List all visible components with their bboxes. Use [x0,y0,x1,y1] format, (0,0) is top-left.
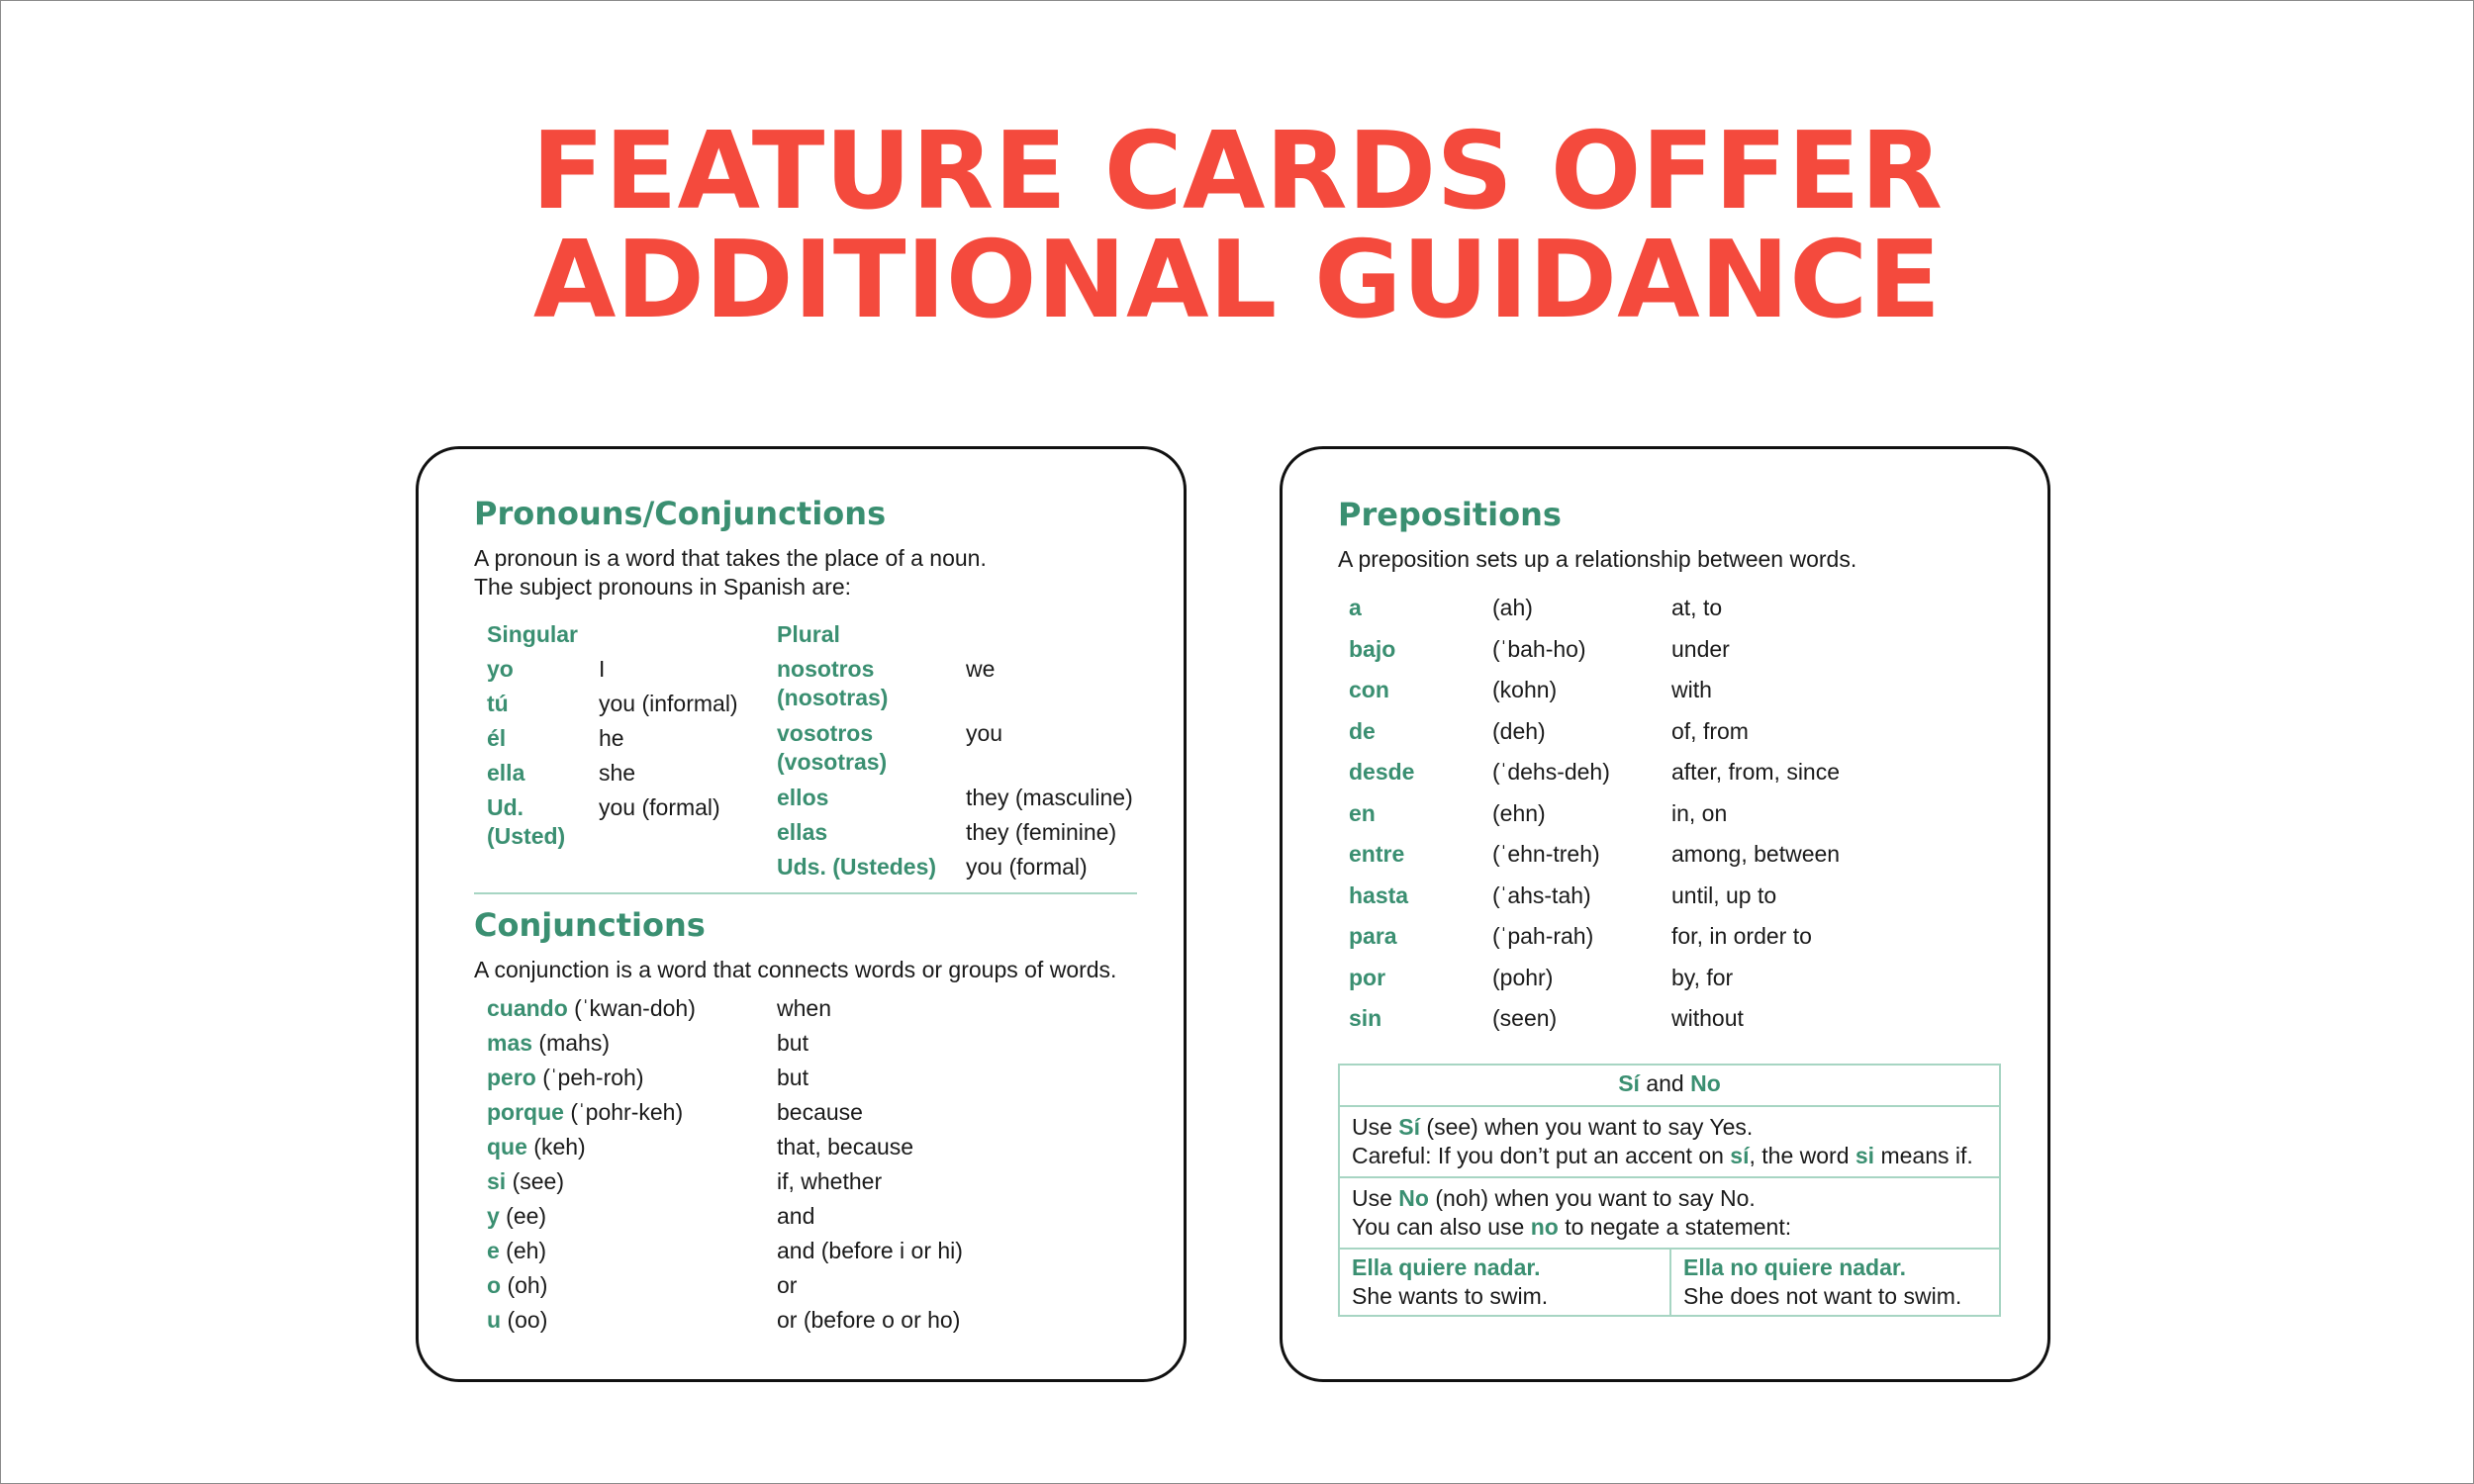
preposition-english: until, up to [1671,881,1777,908]
preposition-english: after, from, since [1671,759,1841,785]
no-line-2 [1352,1213,1987,1242]
pronouns-conjunctions-card [416,446,1187,1382]
preposition-pronunciation: (deh) [1492,717,1546,744]
pronoun-spanish: (Usted) [487,823,566,849]
si-word: si [1855,1143,1875,1168]
preposition-english: under [1671,635,1730,662]
example-negative [1669,1250,1999,1315]
pronoun-spanish: ellos [777,785,829,810]
preposition-english: for, in order to [1671,923,1812,949]
preposition-spanish: con [1349,677,1389,702]
preposition-english: with [1671,677,1712,702]
conjunction-pronunciation: (eh) [499,1238,547,1263]
preposition-pronunciation: (ehn) [1492,799,1546,826]
preposition-pronunciation: (ˈdehs-deh) [1492,759,1610,785]
no-explanation [1340,1178,1999,1250]
conjunction-item [487,1271,547,1300]
example-row [1340,1250,1999,1315]
conjunctions-intro: A conjunction is a word that connects words or groups of words. [474,957,1117,982]
si-no-header [1340,1066,1999,1107]
conjunction-item [487,1098,683,1127]
conjunction-english: or [777,1272,798,1298]
preposition-pronunciation: (ˈpah-rah) [1492,923,1594,949]
pronoun-english: you (formal) [966,854,1088,880]
conjunction-pronunciation: (ˈpeh-roh) [535,1065,644,1090]
conjunction-pronunciation: (oh) [501,1272,548,1298]
prepositions-intro: A preposition sets up a relationship between words. [1338,546,1857,572]
text: , the word [1749,1143,1856,1168]
si-no-box [1338,1064,2001,1317]
preposition-english: at, to [1671,595,1723,620]
si-line-1 [1352,1113,1987,1142]
conjunction-english: but [777,1030,809,1056]
preposition-pronunciation: (seen) [1492,1005,1558,1031]
pronoun-spanish: él [487,725,507,751]
conjunction-spanish: porque [487,1099,564,1125]
example-spanish: Ella quiere nadar. [1352,1254,1541,1280]
preposition-english: without [1671,1005,1744,1031]
conjunction-spanish: o [487,1272,502,1298]
conjunction-english: and [777,1203,815,1229]
preposition-spanish: para [1349,923,1397,949]
pronouns-title: Pronouns/Conjunctions [474,495,887,532]
preposition-spanish: de [1349,717,1376,744]
preposition-pronunciation: (ˈehn-treh) [1492,841,1600,867]
si-label: Sí [1618,1070,1640,1096]
conjunction-item [487,1029,610,1058]
text: (noh) when you want to say No. [1428,1185,1756,1211]
pronoun-spanish: ella [487,760,525,786]
plural-header: Plural [777,621,840,647]
conjunction-spanish: cuando [487,995,568,1021]
preposition-pronunciation: (ah) [1492,595,1533,620]
example-positive [1340,1250,1669,1315]
conjunction-spanish: pero [487,1065,536,1090]
conjunction-spanish: e [487,1238,500,1263]
no-word: no [1530,1214,1559,1240]
no-word: No [1398,1185,1429,1211]
conjunction-english: because [777,1099,863,1125]
preposition-pronunciation: (ˈbah-ho) [1492,635,1586,662]
pronoun-spanish: nosotros [777,656,875,682]
conjunction-pronunciation: (keh) [526,1134,586,1159]
pronoun-english: I [599,656,606,682]
conjunction-item [487,1202,546,1231]
headline-line-2: ADDITIONAL GUIDANCE [532,219,1942,342]
pronouns-intro-2: The subject pronouns in Spanish are: [474,574,852,600]
pronoun-spanish: vosotros [777,720,874,746]
conjunction-pronunciation: (ee) [499,1203,547,1229]
conjunction-item [487,1237,546,1265]
preposition-english: of, from [1671,717,1749,744]
example-spanish: Ella no quiere nadar. [1683,1254,1906,1280]
preposition-spanish: en [1349,799,1376,826]
preposition-spanish: hasta [1349,881,1409,908]
pronoun-english: you (formal) [599,794,720,820]
si-explanation [1340,1107,1999,1178]
text: Use [1352,1185,1399,1211]
section-divider [474,892,1137,894]
conjunction-item [487,1133,586,1161]
conjunction-pronunciation: (ˈkwan-doh) [567,995,696,1021]
conjunction-pronunciation: (oo) [501,1307,548,1333]
pronoun-english: they (feminine) [966,819,1117,845]
si-word: sí [1730,1143,1750,1168]
preposition-spanish: bajo [1349,635,1396,662]
pronoun-english: we [966,656,996,682]
conjunction-spanish: u [487,1307,502,1333]
page-headline [0,110,2474,342]
conjunction-item [487,1306,547,1335]
conjunction-english: and (before i or hi) [777,1238,963,1263]
preposition-pronunciation: (ˈahs-tah) [1492,881,1591,908]
conjunction-english: but [777,1065,809,1090]
conjunction-item [487,1167,564,1196]
preposition-spanish: entre [1349,841,1405,867]
pronoun-english: you (informal) [599,691,738,716]
si-word: Sí [1398,1114,1421,1140]
text: Use [1352,1114,1399,1140]
preposition-english: among, between [1671,841,1841,867]
text: (see) when you want to say Yes. [1420,1114,1754,1140]
pronoun-spanish: Ud. [487,794,524,820]
conjunctions-title: Conjunctions [474,906,706,944]
pronoun-spanish: (vosotras) [777,749,888,775]
conjunction-spanish: que [487,1134,527,1159]
preposition-pronunciation: (pohr) [1492,964,1554,990]
conjunction-spanish: si [487,1168,507,1194]
prepositions-card [1280,446,2050,1382]
pronoun-spanish: Uds. (Ustedes) [777,854,937,880]
conjunction-english: or (before o or ho) [777,1307,961,1333]
prepositions-title: Prepositions [1338,496,1562,533]
text: to negate a statement: [1558,1214,1792,1240]
conjunction-item [487,994,696,1023]
preposition-spanish: desde [1349,759,1415,785]
text: Careful: If you don’t put an accent on [1352,1143,1731,1168]
no-line-1 [1352,1184,1987,1213]
preposition-pronunciation: (kohn) [1492,677,1558,702]
pronoun-english: she [599,760,636,786]
headline-line-1: FEATURE CARDS OFFER [531,110,1943,233]
pronoun-spanish: ellas [777,819,828,845]
conjunction-spanish: y [487,1203,500,1229]
conjunction-pronunciation: (mahs) [532,1030,610,1056]
and-label: and [1639,1070,1691,1096]
text: You can also use [1352,1214,1531,1240]
pronouns-intro-1: A pronoun is a word that takes the place of a noun. [474,545,987,571]
preposition-spanish: a [1349,595,1362,620]
conjunction-pronunciation: (see) [506,1168,564,1194]
pronoun-english: you [966,720,1003,746]
pronoun-english: he [599,725,624,751]
example-english: She does not want to swim. [1683,1283,1962,1309]
preposition-english: by, for [1671,964,1734,990]
si-line-2 [1352,1142,1987,1170]
example-english: She wants to swim. [1352,1283,1549,1309]
conjunction-spanish: mas [487,1030,533,1056]
conjunction-english: if, whether [777,1168,883,1194]
pronoun-spanish: tú [487,691,509,716]
conjunction-english: when [777,995,831,1021]
pronoun-spanish: (nosotras) [777,685,889,710]
no-label: No [1690,1070,1721,1096]
preposition-english: in, on [1671,799,1728,826]
conjunction-pronunciation: (ˈpohr-keh) [563,1099,684,1125]
pronoun-spanish: yo [487,656,514,682]
text: means if. [1874,1143,1973,1168]
preposition-spanish: sin [1349,1005,1382,1031]
conjunction-english: that, because [777,1134,914,1159]
conjunction-item [487,1064,644,1092]
pronoun-english: they (masculine) [966,785,1133,810]
singular-header: Singular [487,621,579,647]
preposition-spanish: por [1349,964,1386,990]
